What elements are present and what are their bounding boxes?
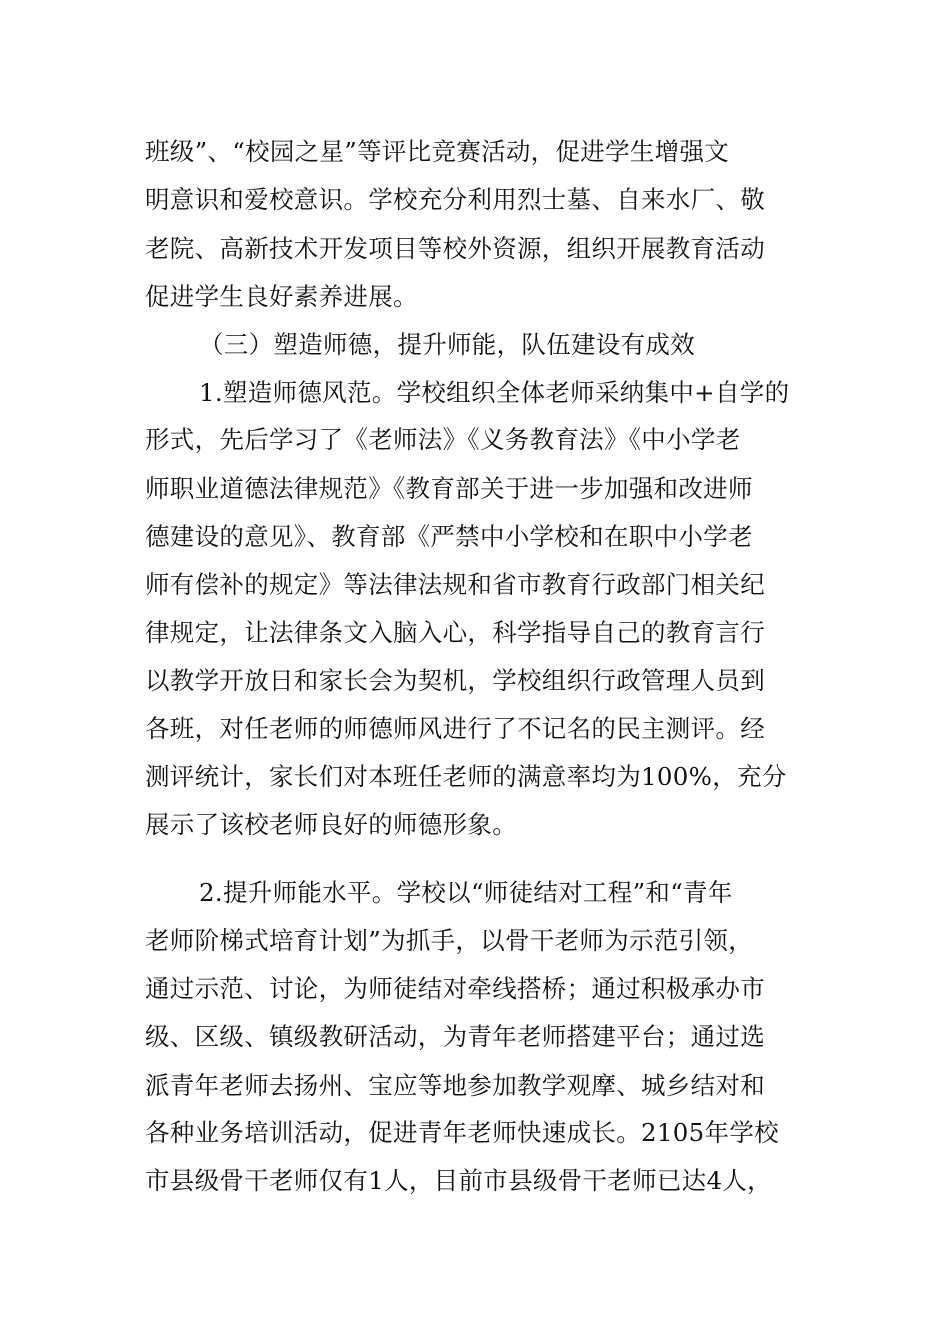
text-line: 级、区级、镇级教研活动，为青年老师搭建平台；通过选 xyxy=(145,1022,765,1051)
paragraph-first-line: 1.塑造师德风范。学校组织全体老师采纳集中+自学的 xyxy=(199,378,790,407)
text-line: 派青年老师去扬州、宝应等地参加教学观摩、城乡结对和 xyxy=(145,1071,765,1100)
text-line: 班级”、“校园之星”等评比竞赛活动，促进学生增强文 xyxy=(145,137,730,166)
section-heading: （三）塑造师德，提升师能，队伍建设有成效 xyxy=(199,330,695,359)
text-line: 律规定，让法律条文入脑入心，科学指导自己的教育言行 xyxy=(145,618,765,647)
text-line: 老院、高新技术开发项目等校外资源，组织开展教育活动 xyxy=(145,234,765,263)
text-line: 通过示范、讨论，为师徒结对牵线搭桥；通过积极承办市 xyxy=(145,974,765,1003)
text-line: 促进学生良好素养进展。 xyxy=(145,282,418,311)
text-line: 师有偿补的规定》等法律法规和省市教育行政部门相关纪 xyxy=(145,570,765,599)
text-line: 测评统计，家长们对本班任老师的满意率均为100%，充分 xyxy=(145,762,787,791)
text-line: 明意识和爱校意识。学校充分利用烈士墓、自来水厂、敬 xyxy=(145,185,765,214)
paragraph-first-line: 2.提升师能水平。学校以“师徒结对工程”和“青年 xyxy=(199,878,733,907)
text-line: 形式，先后学习了《老师法》《义务教育法》《中小学老 xyxy=(145,425,741,454)
text-line: 老师阶梯式培育计划”为抓手，以骨干老师为示范引领， xyxy=(145,926,754,955)
text-line: 德建设的意见》、教育部《严禁中小学校和在职中小学老 xyxy=(145,522,753,551)
text-line: 各种业务培训活动，促进青年老师快速成长。2105年学校 xyxy=(145,1118,779,1147)
text-line: 市县级骨干老师仅有1人，目前市县级骨干老师已达4人， xyxy=(145,1166,772,1195)
text-line: 以教学开放日和家长会为契机，学校组织行政管理人员到 xyxy=(145,666,765,695)
text-line: 展示了该校老师良好的师德形象。 xyxy=(145,810,517,839)
text-line: 师职业道德法律规范》《教育部关于进一步加强和改进师 xyxy=(145,474,753,503)
text-line: 各班，对任老师的师德师风进行了不记名的民主测评。经 xyxy=(145,714,765,743)
